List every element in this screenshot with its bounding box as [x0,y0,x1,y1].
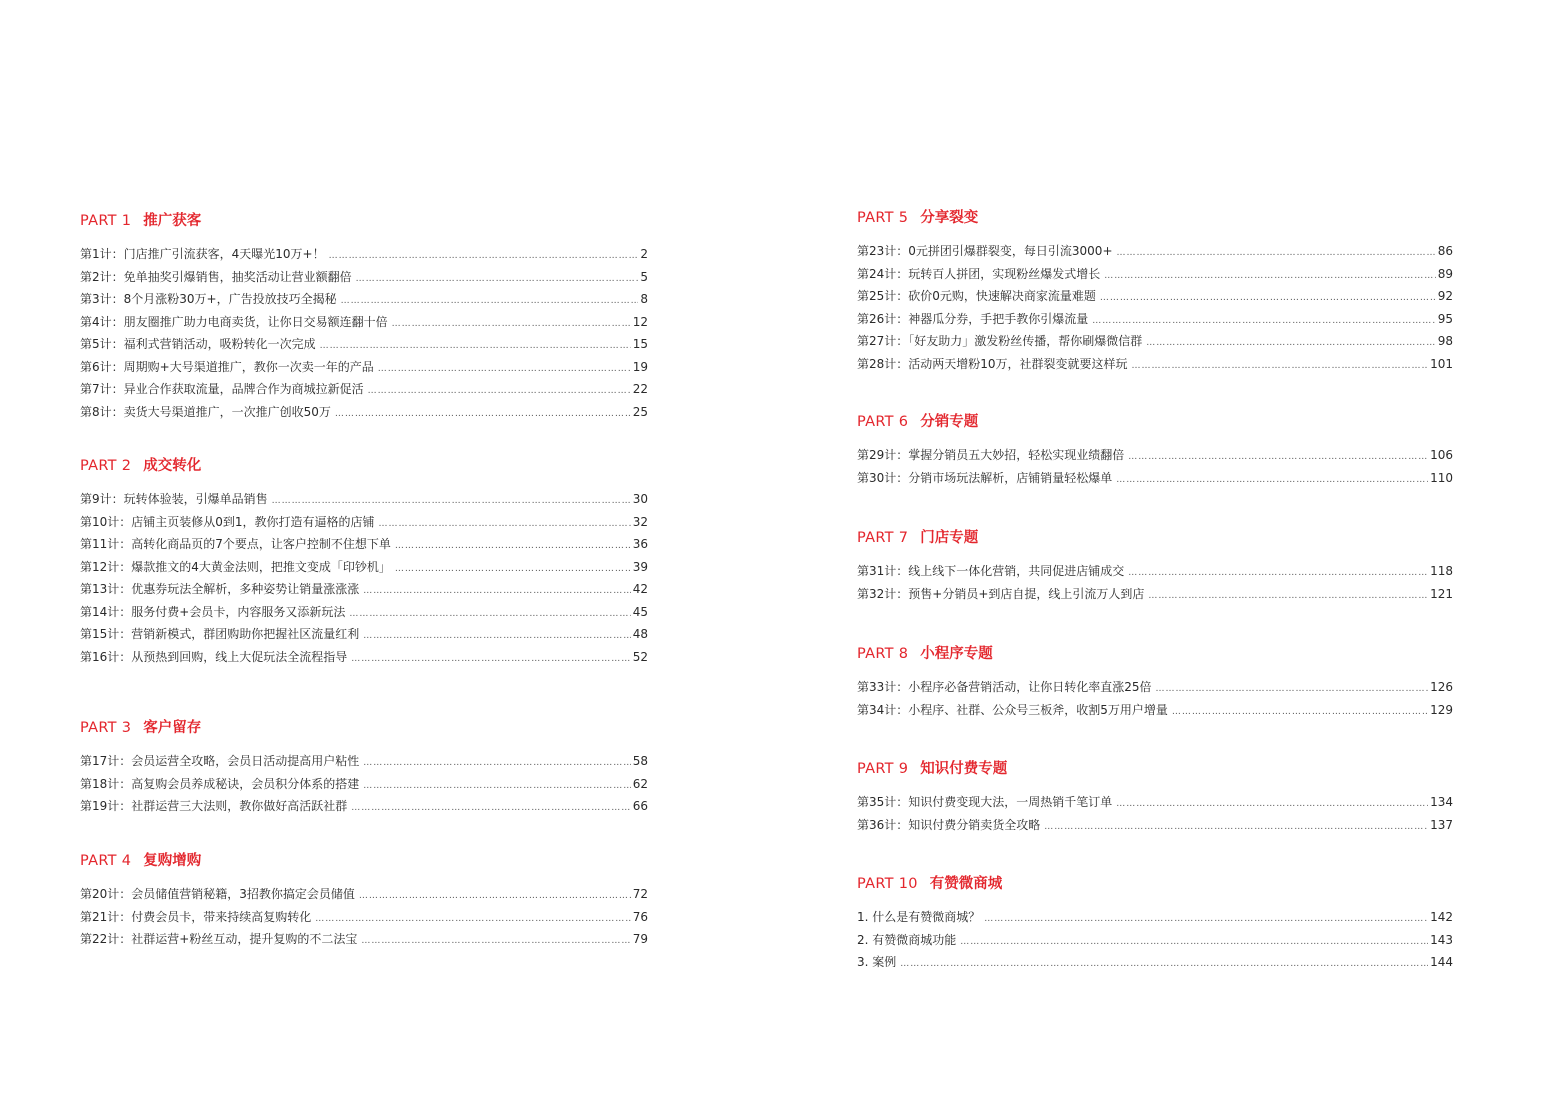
toc-entry[interactable] [80,266,648,289]
part-title: 小程序专题 [920,646,993,662]
part-heading [857,758,1453,780]
toc-entry[interactable] [80,883,648,906]
entry-title: 第19计：社群运营三大法则，教你做好高活跃社群 [80,799,348,813]
part-number: PART 10 [857,876,918,892]
entry-title: 第3计：8个月涨粉30万+，广告投放技巧全揭秘 [80,292,337,306]
part-number: PART 3 [80,720,132,736]
entry-title: 第13计：优惠券玩法全解析，多种姿势让销量涨涨涨 [80,582,360,596]
entry-title: 第22计：社群运营+粉丝互动，提升复购的不二法宝 [80,932,358,946]
dot-leader [1132,355,1429,378]
dot-leader [1044,816,1428,839]
page-number: 143 [1430,932,1453,947]
entry-title: 第28计：活动两天增粉10万，社群裂变就要这样玩 [857,356,1128,371]
dot-leader [1128,446,1428,469]
page-number: 72 [632,887,648,901]
part-title: 知识付费专题 [920,761,1008,777]
toc-entry[interactable] [857,330,1453,353]
dot-leader [349,603,630,626]
dot-leader [378,358,631,381]
page-number: 12 [632,314,648,329]
toc-entry[interactable] [857,560,1453,583]
toc-section [80,210,648,423]
page-number: 36 [632,537,648,551]
dot-leader [368,380,631,403]
toc-entry[interactable] [857,929,1453,952]
part-title: 有赞微商城 [929,876,1003,892]
entry-title: 第36计：知识付费分销卖货全攻略 [857,817,1041,832]
dot-leader [315,908,630,931]
entry-title: 第12计：爆款推文的4大黄金法则，把推文变成「印钞机」 [80,559,391,574]
part-heading [857,207,1453,229]
entry-title: 第2计：免单抽奖引爆销售，抽奖活动让营业额翻倍 [80,269,352,284]
page-number: 5 [640,269,648,284]
toc-entry-list [857,791,1453,836]
page-number: 62 [632,776,648,791]
page-number: 48 [632,627,648,641]
dot-leader [363,775,630,798]
page-number: 144 [1430,955,1453,969]
part-title: 成交转化 [143,458,202,474]
page-number: 76 [632,909,648,924]
toc-entry[interactable] [80,646,648,669]
part-heading [80,850,648,872]
toc-section [857,758,1453,836]
entry-title: 3. 案例 [857,955,897,969]
entry-title: 第24计：玩转百人拼团，实现粉丝爆发式增长 [857,266,1101,281]
page-number: 106 [1430,448,1453,462]
toc-entry-list [857,560,1453,605]
page-number: 142 [1430,910,1453,924]
part-heading [857,411,1453,433]
part-number: PART 2 [80,458,132,474]
part-heading [857,873,1453,895]
part-title: 客户留存 [143,720,202,736]
page-number: 126 [1430,680,1453,694]
page-number: 86 [1437,244,1453,258]
dot-leader [1116,469,1428,492]
page-number: 58 [632,754,648,768]
toc-entry[interactable] [857,951,1453,974]
entry-title: 第9计：玩转体验装，引爆单品销售 [80,492,268,506]
part-number: PART 4 [80,853,132,869]
dot-leader [272,490,631,513]
toc-entry[interactable] [857,814,1453,837]
entry-title: 第14计：服务付费+会员卡，内容服务又添新玩法 [80,604,346,619]
entry-title: 第21计：付费会员卡，带来持续高复购转化 [80,909,312,924]
toc-entry[interactable] [80,795,648,818]
dot-leader [1116,793,1428,816]
page-number: 129 [1430,702,1453,717]
entry-title: 第4计：朋友圈推广助力电商卖货，让你日交易额连翻十倍 [80,314,388,329]
toc-entry-list [80,883,648,951]
page-number: 8 [640,292,648,306]
dot-leader [1117,242,1436,265]
part-number: PART 8 [857,646,909,662]
part-heading [80,717,648,739]
part-title: 门店专题 [920,530,979,546]
toc-entry[interactable] [857,699,1453,722]
dot-leader [395,558,631,581]
dot-leader [341,290,639,313]
page-number: 118 [1430,564,1453,578]
toc-entry-list [80,750,648,818]
page-number: 66 [632,799,648,813]
toc-entry[interactable] [80,928,648,951]
page-number: 32 [632,514,648,529]
part-title: 复购增购 [143,853,202,869]
entry-title: 第30计：分销市场玩法解析，店铺销量轻松爆单 [857,470,1113,485]
entry-title: 第26计：神器瓜分券，手把手教你引爆流量 [857,311,1089,326]
entry-title: 第16计：从预热到回购，线上大促玩法全流程指导 [80,649,348,664]
page-number: 95 [1437,311,1453,326]
page-number: 42 [632,582,648,596]
entry-title: 第31计：线上线下一体化营销，共同促进店铺成交 [857,564,1125,578]
toc-entry[interactable] [80,288,648,311]
toc-section [857,207,1453,375]
page-number: 52 [632,649,648,664]
page-number: 92 [1437,289,1453,303]
entry-title: 第32计：预售+分销员+到店自提，线上引流万人到店 [857,586,1145,601]
entry-title: 第27计：「好友助力」激发粉丝传播，帮你刷爆微信群 [857,334,1143,348]
part-title: 分享裂变 [920,210,979,226]
entry-title: 第1计：门店推广引流获客，4天曝光10万+！ [80,247,325,261]
entry-title: 第17计：会员运营全攻略，会员日活动提高用户粘性 [80,754,360,768]
toc-entry-list [857,444,1453,489]
page-number: 19 [632,359,648,374]
toc-entry[interactable] [80,401,648,424]
toc-entry[interactable] [857,444,1453,467]
toc-section [857,873,1453,974]
toc-entry[interactable] [80,578,648,601]
toc-entry-list [857,676,1453,721]
dot-leader [395,535,631,558]
toc-section [857,411,1453,489]
toc-entry-list [857,240,1453,375]
entry-title: 第6计：周期购+大号渠道推广，教你一次卖一年的产品 [80,359,374,374]
toc-section [80,455,648,668]
toc-section [80,850,648,951]
part-number: PART 6 [857,414,909,430]
toc-entry[interactable] [80,511,648,534]
dot-leader [329,245,639,268]
entry-title: 第10计：店铺主页装修从0到1，教你打造有逼格的店铺 [80,514,375,529]
dot-leader [1128,562,1428,585]
part-heading [80,455,648,477]
toc-entry[interactable] [857,263,1453,286]
page-number: 39 [632,559,648,574]
page-number: 30 [632,492,648,506]
entry-title: 第8计：卖货大号渠道推广，一次推广创收50万 [80,404,331,419]
entry-title: 2. 有赞微商城功能 [857,932,957,947]
dot-leader [1148,585,1428,608]
toc-entry[interactable] [80,333,648,356]
toc-entry[interactable] [80,773,648,796]
part-heading [80,210,648,232]
entry-title: 第33计：小程序必备营销活动，让你日转化率直涨25倍 [857,680,1152,694]
part-number: PART 9 [857,761,909,777]
toc-entry[interactable] [857,353,1453,376]
toc-entry[interactable] [857,285,1453,308]
dot-leader [379,513,631,536]
part-title: 推广获客 [143,213,202,229]
dot-leader [363,752,630,775]
dot-leader [392,313,631,336]
entry-title: 第23计：0元拼团引爆群裂变，每日引流3000+ [857,244,1113,258]
toc-entry[interactable] [80,533,648,556]
page-number: 98 [1437,334,1453,348]
entry-title: 第35计：知识付费变现大法，一周热销千笔订单 [857,795,1113,809]
toc-section [857,527,1453,605]
toc-entry[interactable] [80,356,648,379]
dot-leader [1156,678,1429,701]
toc-entry[interactable] [80,488,648,511]
toc-entry[interactable] [80,906,648,929]
page-number: 22 [632,382,648,396]
dot-leader [1104,265,1435,288]
toc-entry[interactable] [857,906,1453,929]
part-number: PART 1 [80,213,132,229]
toc-entry[interactable] [857,791,1453,814]
dot-leader [984,908,1428,931]
part-heading [857,643,1453,665]
entry-title: 第25计：砍价0元购，快速解决商家流量难题 [857,289,1096,303]
toc-entry-list [80,243,648,423]
dot-leader [361,930,630,953]
dot-leader [351,797,630,820]
dot-leader [351,648,630,671]
toc-entry[interactable] [80,311,648,334]
dot-leader [960,931,1428,954]
part-heading [857,527,1453,549]
dot-leader [335,403,631,426]
toc-entry[interactable] [80,623,648,646]
page-number: 110 [1430,470,1453,485]
toc-entry[interactable] [857,583,1453,606]
entry-title: 第5计：福利式营销活动，吸粉转化一次完成 [80,337,316,351]
toc-entry[interactable] [857,240,1453,263]
toc-entry-list [80,488,648,668]
toc-entry[interactable] [857,467,1453,490]
dot-leader [363,625,630,648]
page-number: 137 [1430,817,1453,832]
dot-leader [1146,332,1435,355]
toc-entry-list [857,906,1453,974]
page-number: 101 [1430,356,1453,371]
toc-entry[interactable] [80,750,648,773]
page-number: 121 [1430,586,1453,601]
toc-entry[interactable] [80,378,648,401]
toc-section [857,643,1453,721]
entry-title: 第18计：高复购会员养成秘诀，会员积分体系的搭建 [80,776,360,791]
toc-section [80,717,648,818]
toc-entry[interactable] [857,308,1453,331]
page-number: 2 [640,247,648,261]
dot-leader [359,885,631,908]
dot-leader [1172,701,1428,724]
dot-leader [900,953,1428,976]
page-number: 45 [632,604,648,619]
dot-leader [1100,287,1436,310]
part-number: PART 7 [857,530,909,546]
part-number: PART 5 [857,210,909,226]
part-title: 分销专题 [920,414,979,430]
page-number: 79 [632,932,648,946]
entry-title: 第11计：高转化商品页的7个要点，让客户控制不住想下单 [80,537,391,551]
entry-title: 第15计：营销新模式，群团购助你把握社区流量红利 [80,627,360,641]
entry-title: 第29计：掌握分销员五大妙招，轻松实现业绩翻倍 [857,448,1125,462]
toc-entry[interactable] [80,243,648,266]
page-number: 15 [632,337,648,351]
entry-title: 第34计：小程序、社群、公众号三板斧，收割5万用户增量 [857,702,1168,717]
entry-title: 1. 什么是有赞微商城？ [857,910,981,924]
dot-leader [356,268,639,291]
toc-entry[interactable] [857,676,1453,699]
entry-title: 第7计：异业合作获取流量，品牌合作为商城拉新促活 [80,382,364,396]
dot-leader [320,335,631,358]
dot-leader [363,580,630,603]
toc-entry[interactable] [80,556,648,579]
page-number: 134 [1430,795,1453,809]
page-number: 89 [1437,266,1453,281]
page-number: 25 [632,404,648,419]
toc-entry[interactable] [80,601,648,624]
entry-title: 第20计：会员储值营销秘籍，3招教你搞定会员储值 [80,887,355,901]
dot-leader [1092,310,1435,333]
